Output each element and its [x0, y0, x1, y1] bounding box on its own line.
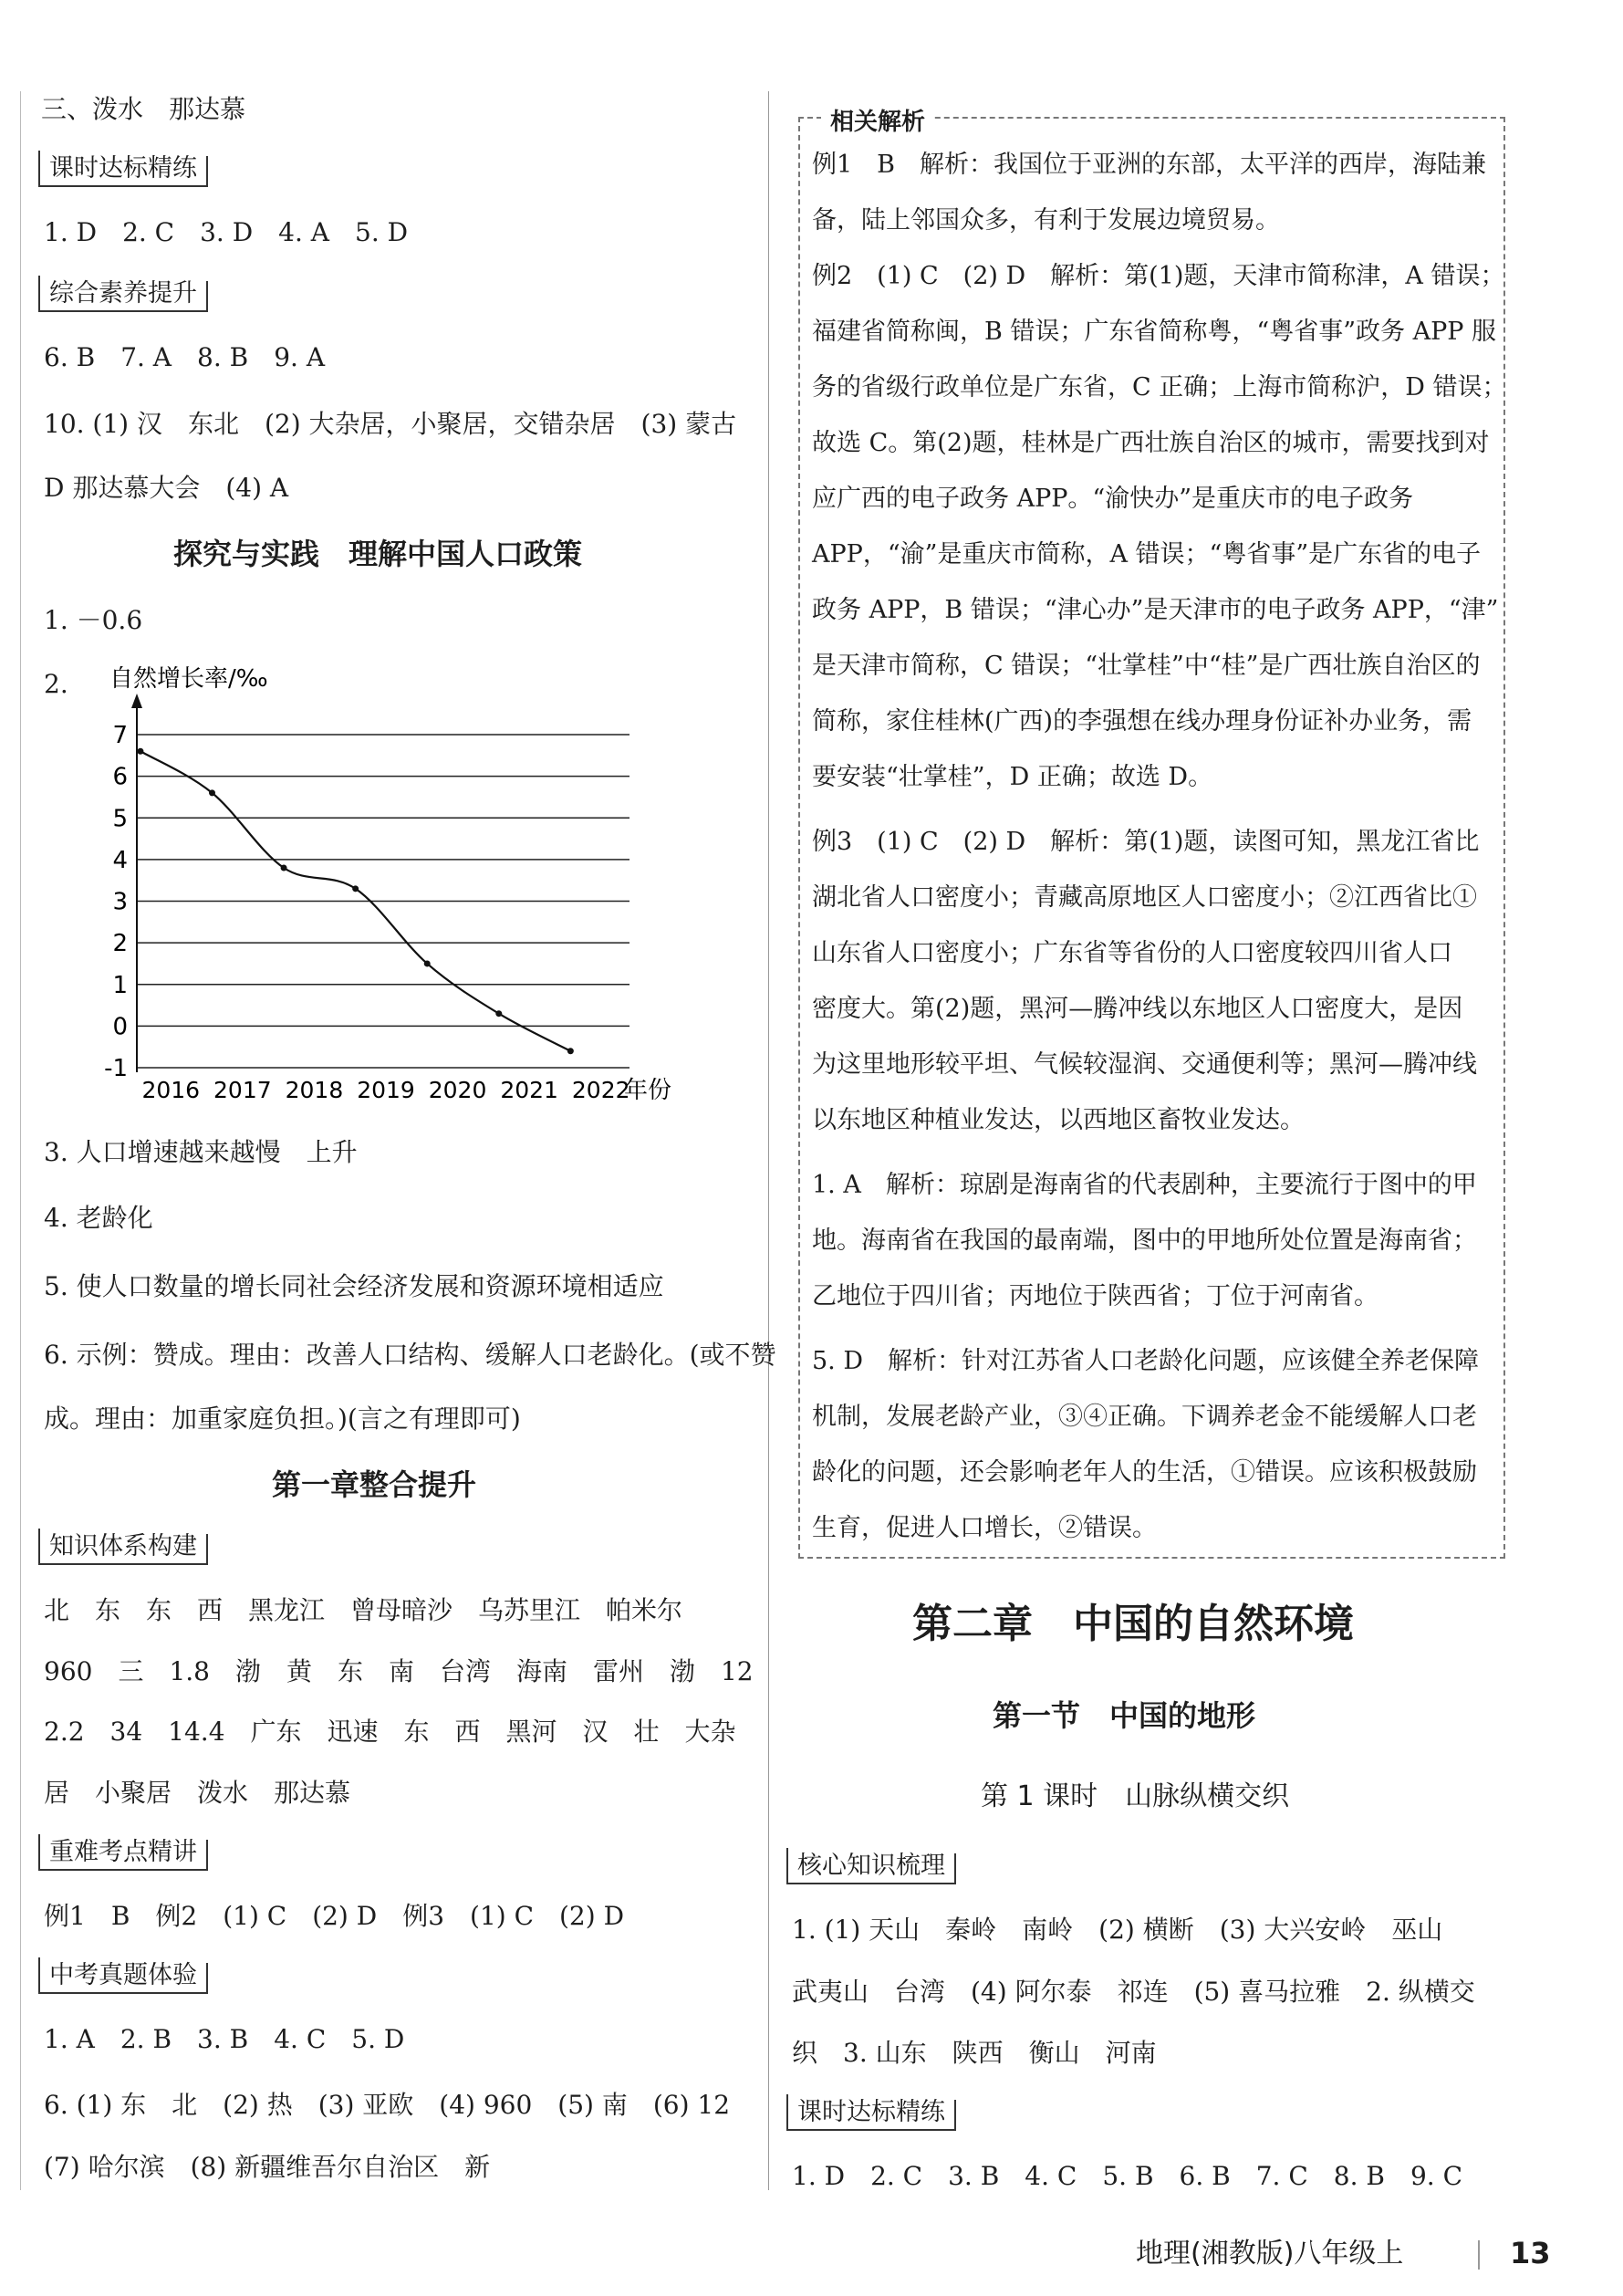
title-tanjiu: 探究与实践 理解中国人口政策: [173, 537, 583, 571]
exercise-2-number: 2.: [44, 669, 68, 699]
title-zhenghe: 第一章整合提升: [272, 1467, 477, 1502]
analysis-line-11: 简称，家住桂林(广西)的李强想在线办理身份证补办业务，需: [812, 707, 1472, 736]
zhongkao-line-2: 6. (1) 东 北 (2) 热 (3) 亚欧 (4) 960 (5) 南 (6) 12: [44, 2090, 731, 2120]
analysis-line-25: 生育，促进人口增长，②错误。: [812, 1514, 1157, 1542]
chart-data-point: [281, 865, 287, 871]
section-title: 第一节 中国的地形: [993, 1698, 1256, 1733]
chart-data-point: [567, 1048, 574, 1054]
analysis-line-5: 务的省级行政单位是广东省，C 正确；上海市简称沪，D 错误；: [812, 373, 1507, 402]
zhishi-line-4: 居 小聚居 泼水 那达慕: [44, 1778, 351, 1808]
chart-ylabel: 自然增长率/‰: [109, 665, 268, 693]
analysis-line-9: 政务 APP，B 错误；“津心办”是天津市的电子政务 APP，“津”: [812, 596, 1499, 624]
chart-xlabel: 年份: [624, 1077, 672, 1104]
analysis-line-17: 为这里地形较平坦、气候较湿润、交通便利等；黑河—腾冲线: [812, 1050, 1477, 1079]
analysis-line-8: APP，“渝”是重庆市简称，A 错误；“粤省事”是广东省的电子: [812, 540, 1482, 569]
chart-y-tick-label: 6: [112, 763, 128, 791]
exercise-4: 4. 老龄化: [44, 1203, 153, 1233]
analysis-line-20: 地。海南省在我国的最南端，图中的甲地所处位置是海南省；: [812, 1226, 1477, 1255]
footer-subject: 地理(湘教版)八年级上: [1136, 2238, 1404, 2270]
analysis-line-13: 例3 (1) C (2) D 解析：第(1)题，读图可知，黑龙江省比: [812, 828, 1480, 856]
analysis-line-4: 福建省简称闽，B 错误；广东省简称粤，“粤省事”政务 APP 服: [812, 318, 1497, 346]
section-label-ketang: 课时达标精练: [38, 151, 208, 187]
analysis-line-16: 密度大。第(2)题，黑河—腾冲线以东地区人口密度大，是因: [812, 995, 1463, 1023]
analysis-box-title: 相关解析: [821, 108, 934, 137]
footer-divider: [1478, 2240, 1480, 2270]
page-number: 13: [1510, 2236, 1551, 2270]
exercise-5: 5. 使人口数量的增长同社会经济发展和资源环境相适应: [44, 1271, 664, 1301]
analysis-line-10: 是天津市简称，C 错误；“壮掌桂”中“桂”是广西壮族自治区的: [812, 652, 1481, 680]
analysis-line-23: 机制，发展老龄产业，③④正确。下调养老金不能缓解人口老: [812, 1403, 1477, 1431]
analysis-line-24: 龄化的问题，还会影响老年人的生活，①错误。应该积极鼓励: [812, 1458, 1477, 1487]
column-divider: [768, 91, 769, 2190]
zhishi-line-1: 北 东 东 西 黑龙江 曾母暗沙 乌苏里江 帕米尔: [44, 1595, 683, 1625]
exercise-3: 3. 人口增速越来越慢 上升: [44, 1137, 358, 1167]
section-label-zhongkao: 中考真题体验: [38, 1957, 208, 1994]
chart-x-tick-label: 2019: [357, 1077, 415, 1103]
lesson-title: 第 1 课时 山脉纵横交织: [981, 1780, 1290, 1812]
chart-y-tick-label: 7: [112, 722, 128, 749]
chart-x-tick-label: 2021: [500, 1077, 558, 1103]
chart-y-tick-label: 5: [112, 805, 128, 833]
analysis-line-22: 5. D 解析：针对江苏省人口老龄化问题，应该健全养老保障: [812, 1347, 1479, 1375]
chart-x-tick-label: 2022: [571, 1077, 630, 1103]
answer-10-line-a: 10. (1) 汉 东北 (2) 大杂居，小聚居，交错杂居 (3) 蒙古: [44, 409, 737, 439]
chart-data-point: [495, 1010, 502, 1017]
chart-x-tick-label: 2020: [428, 1077, 487, 1103]
analysis-line-21: 乙地位于四川省；丙地位于陕西省；丁位于河南省。: [812, 1282, 1379, 1310]
population-growth-chart: [91, 657, 748, 1113]
chapter-title: 第二章 中国的自然环境: [912, 1601, 1354, 1647]
chart-y-tick-label: 4: [112, 846, 128, 874]
chart-y-ticks: [104, 722, 128, 1082]
analysis-line-19: 1. A 解析：琼剧是海南省的代表剧种，主要流行于图中的甲: [812, 1171, 1477, 1199]
chart-data-point: [352, 885, 359, 892]
chart-y-tick-label: 1: [112, 971, 128, 999]
exercise-6-line-b: 成。理由：加重家庭负担。)(言之有理即可): [44, 1404, 521, 1434]
chart-y-tick-label: -1: [104, 1055, 128, 1082]
zhongnan-line-1: 例1 B 例2 (1) C (2) D 例3 (1) C (2) D: [44, 1901, 625, 1931]
analysis-line-15: 山东省人口密度小；广东省等省份的人口密度较四川省人口: [812, 939, 1452, 967]
analysis-line-2: 备，陆上邻国众多，有利于发展边境贸易。: [812, 206, 1280, 235]
answers-1-5: 1. D 2. C 3. D 4. A 5. D: [44, 217, 409, 247]
zhongkao-line-3: (7) 哈尔滨 (8) 新疆维吾尔自治区 新: [44, 2152, 491, 2182]
chart-x-tick-label: 2018: [285, 1077, 344, 1103]
chart-y-arrow: [131, 694, 142, 708]
chart-x-tick-label: 2016: [141, 1077, 201, 1103]
chart-x-ticks: [141, 1077, 629, 1103]
exercise-6-line-a: 6. 示例：赞成。理由：改善人口结构、缓解人口老龄化。(或不赞: [44, 1340, 776, 1370]
hexin-line-1: 1. (1) 天山 秦岭 南岭 (2) 横断 (3) 大兴安岭 巫山: [792, 1915, 1443, 1945]
exercise-1: 1. －0.6: [44, 605, 143, 635]
chart-grid: [137, 735, 629, 1068]
analysis-line-1: 例1 B 解析：我国位于亚洲的东部，太平洋的西岸，海陆兼: [812, 151, 1487, 179]
chart-y-tick-label: 2: [112, 930, 128, 958]
section-label-zonghe: 综合素养提升: [38, 276, 208, 312]
hexin-line-3: 织 3. 山东 陕西 衡山 河南: [792, 2038, 1157, 2068]
section-label-zhongnan: 重难考点精讲: [38, 1834, 208, 1871]
chart-y-tick-label: 0: [112, 1013, 128, 1041]
analysis-line-12: 要安装“壮掌桂”，D 正确；故选 D。: [812, 763, 1213, 791]
chart-data-point: [424, 960, 431, 966]
chart-data-point: [137, 748, 143, 755]
section-label-zhishi: 知识体系构建: [38, 1529, 208, 1565]
analysis-line-18: 以东地区种植业发达，以西地区畜牧业发达。: [812, 1106, 1305, 1134]
analysis-line-14: 湖北省人口密度小；青藏高原地区人口密度小；②江西省比①: [812, 883, 1477, 912]
answer-10-line-b: D 那达慕大会 (4) A: [44, 473, 289, 503]
analysis-line-3: 例2 (1) C (2) D 解析：第(1)题，天津市简称津，A 错误；: [812, 262, 1505, 290]
zhongkao-line-1: 1. A 2. B 3. B 4. C 5. D: [44, 2024, 405, 2054]
chart-data-point: [209, 789, 215, 796]
answers-6-9: 6. B 7. A 8. B 9. A: [44, 342, 326, 372]
zhishi-line-2: 960 三 1.8 渤 黄 东 南 台湾 海南 雷州 渤 12: [44, 1656, 754, 1686]
ketang-answers: 1. D 2. C 3. B 4. C 5. B 6. B 7. C 8. B 9. C: [792, 2161, 1462, 2191]
section-label-ketang-2: 课时达标精练: [786, 2094, 956, 2131]
analysis-line-7: 应广西的电子政务 APP。“渝快办”是重庆市的电子政务: [812, 485, 1414, 513]
left-margin-rule: [20, 91, 21, 2190]
hexin-line-2: 武夷山 台湾 (4) 阿尔泰 祁连 (5) 喜马拉雅 2. 纵横交: [792, 1977, 1475, 2007]
zhishi-line-3: 2.2 34 14.4 广东 迅速 东 西 黑河 汉 壮 大杂: [44, 1717, 736, 1747]
chart-x-tick-label: 2017: [213, 1077, 272, 1103]
chart-y-tick-label: 3: [112, 888, 128, 916]
left-line-1: 三、泼水 那达慕: [41, 94, 246, 124]
analysis-line-6: 故选 C。第(2)题，桂林是广西壮族自治区的城市，需要找到对: [812, 429, 1490, 457]
section-label-hexin: 核心知识梳理: [786, 1848, 956, 1884]
